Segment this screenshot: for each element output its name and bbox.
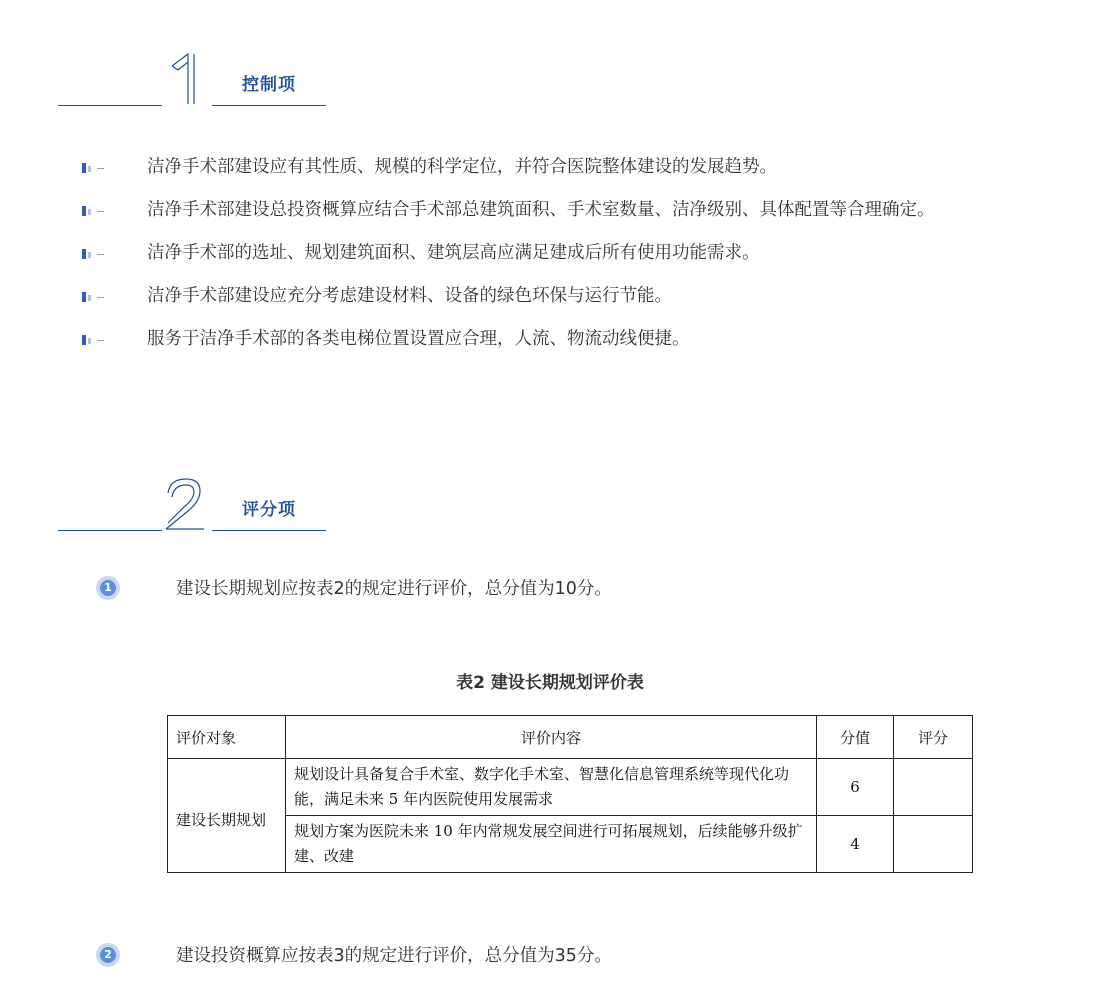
section-header-control bbox=[58, 50, 328, 110]
divider-line bbox=[212, 530, 326, 531]
list-item bbox=[80, 279, 1070, 313]
number-badge: 2 bbox=[96, 943, 120, 967]
number-badge: 1 bbox=[96, 576, 120, 600]
bullet-icon bbox=[80, 249, 120, 259]
bullet-icon bbox=[80, 292, 120, 302]
control-items-list bbox=[80, 150, 1070, 365]
rating-cell bbox=[894, 759, 973, 816]
numeral-one-icon bbox=[158, 50, 208, 108]
divider-line bbox=[58, 530, 162, 531]
bullet-icon bbox=[80, 335, 120, 345]
scoring-item-text: 建设长期规划应按表2的规定进行评价，总分值为10分。 bbox=[176, 579, 612, 599]
table-row bbox=[168, 816, 973, 873]
evaluation-table bbox=[167, 715, 973, 873]
list-item bbox=[80, 150, 1070, 184]
section-title: 评分项 bbox=[242, 500, 296, 520]
table-title: 表2 建设长期规划评价表 bbox=[456, 673, 644, 693]
list-item-text: 服务于洁净手术部的各类电梯位置设置应合理，人流、物流动线便捷。 bbox=[147, 329, 690, 349]
section-header-scoring bbox=[58, 475, 328, 535]
column-header: 评价内容 bbox=[286, 716, 817, 759]
bullet-icon bbox=[80, 206, 120, 216]
evaluation-content-cell: 规划设计具备复合手术室、数字化手术室、智慧化信息管理系统等现代化功能，满足未来 5 年内医院使用发展需求 bbox=[286, 759, 817, 816]
column-header: 评分 bbox=[894, 716, 973, 759]
list-item-text: 洁净手术部建设应充分考虑建设材料、设备的绿色环保与运行节能。 bbox=[147, 286, 672, 306]
score-cell: 4 bbox=[817, 816, 894, 873]
list-item bbox=[80, 322, 1070, 356]
evaluation-object-cell: 建设长期规划 bbox=[168, 759, 286, 873]
scoring-item bbox=[96, 940, 996, 970]
bullet-icon bbox=[80, 163, 120, 173]
column-header: 评价对象 bbox=[168, 716, 286, 759]
divider-line bbox=[58, 105, 162, 106]
list-item bbox=[80, 236, 1070, 270]
list-item bbox=[80, 193, 1070, 227]
scoring-item bbox=[96, 573, 996, 603]
evaluation-content-cell: 规划方案为医院未来 10 年内常规发展空间进行可拓展规划，后续能够升级扩建、改建 bbox=[286, 816, 817, 873]
list-item-text: 洁净手术部的选址、规划建筑面积、建筑层高应满足建成后所有使用功能需求。 bbox=[147, 243, 760, 263]
rating-cell bbox=[894, 816, 973, 873]
table-row bbox=[168, 759, 973, 816]
scoring-item-text: 建设投资概算应按表3的规定进行评价，总分值为35分。 bbox=[176, 946, 612, 966]
list-item-text: 洁净手术部建设应有其性质、规模的科学定位，并符合医院整体建设的发展趋势。 bbox=[147, 157, 777, 177]
column-header: 分值 bbox=[817, 716, 894, 759]
score-cell: 6 bbox=[817, 759, 894, 816]
numeral-two-icon bbox=[158, 475, 208, 533]
table-header-row bbox=[168, 716, 973, 759]
section-title: 控制项 bbox=[242, 75, 296, 95]
divider-line bbox=[212, 105, 326, 106]
list-item-text: 洁净手术部建设总投资概算应结合手术部总建筑面积、手术室数量、洁净级别、具体配置等合理确定。 bbox=[147, 200, 935, 220]
